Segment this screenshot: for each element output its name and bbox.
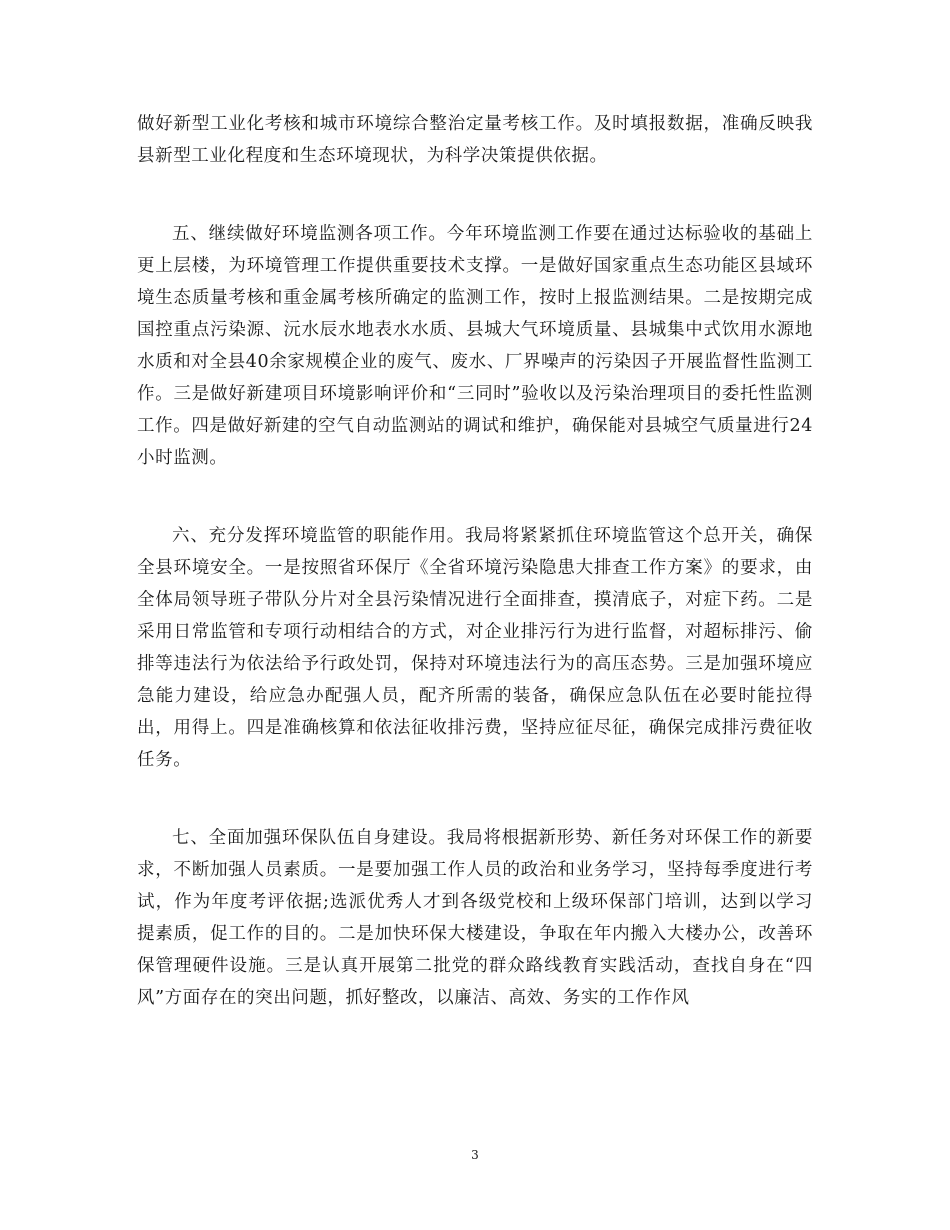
paragraph-section-seven: 七、全面加强环保队伍自身建设。我局将根据新形势、新任务对环保工作的新要求，不断加强人员素质。一是要加强工作人员的政治和业务学习，坚持每季度进行考试，作为年度考评依据;选派优秀人才到各级党校和上级环保部门培训，达到以学习提素质，促工作的目的。二是加快环保大楼建设，争取在年内搬入大楼办公，改善环保管理硬件设施。三是认真开展第二批党的群众路线教育实践活动，查找自身在“四风”方面存在的突出问题，抓好整改，以廉洁、高效、务实的工作作风 — [137, 828, 813, 1008]
paragraph-section-six: 六、充分发挥环境监管的职能作用。我局将紧紧抓住环境监管这个总开关，确保全县环境安全。一是按照省环保厅《全省环境污染隐患大排查工作方案》的要求，由全体局领导班子带队分片对全县污染情况进行全面排查，摸清底子，对症下药。二是采用日常监管和专项行动相结合的方式，对企业排污行为进行监督，对超标排污、偷排等违法行为依法给予行政处罚，保持对环境违法行为的高压态势。三是加强环境应急能力建设，给应急办配强人员，配齐所需的装备，确保应急队伍在必要时能拉得出，用得上。四是准确核算和依法征收排污费，坚持应征尽征，确保完成排污费征收任务。 — [137, 526, 813, 770]
paragraph-gap — [137, 172, 813, 218]
paragraph-section-five: 五、继续做好环境监测各项工作。今年环境监测工作要在通过达标验收的基础上更上层楼，为环境管理工作提供重要技术支撑。一是做好国家重点生态功能区县域环境生态质量考核和重金属考核所确定的监测工作，按时上报监测结果。二是按期完成国控重点污染源、沅水辰水地表水水质、县城大气环境质量、县城集中式饮用水源地水质和对全县40余家规模企业的废气、废水、厂界噪声的污染因子开展监督性监测工作。三是做好新建项目环境影响评价和“三同时”验收以及污染治理项目的委托性监测工作。四是做好新建的空气自动监测站的调试和维护，确保能对县城空气质量进行24小时监测。 — [137, 224, 813, 468]
document-body — [137, 108, 813, 1014]
paragraph-continuation: 做好新型工业化考核和城市环境综合整治定量考核工作。及时填报数据，准确反映我县新型工业化程度和生态环境现状，为科学决策提供依据。 — [137, 114, 813, 166]
paragraph-gap — [137, 776, 813, 822]
paragraph-gap — [137, 474, 813, 520]
page-number: 3 — [471, 1148, 479, 1162]
